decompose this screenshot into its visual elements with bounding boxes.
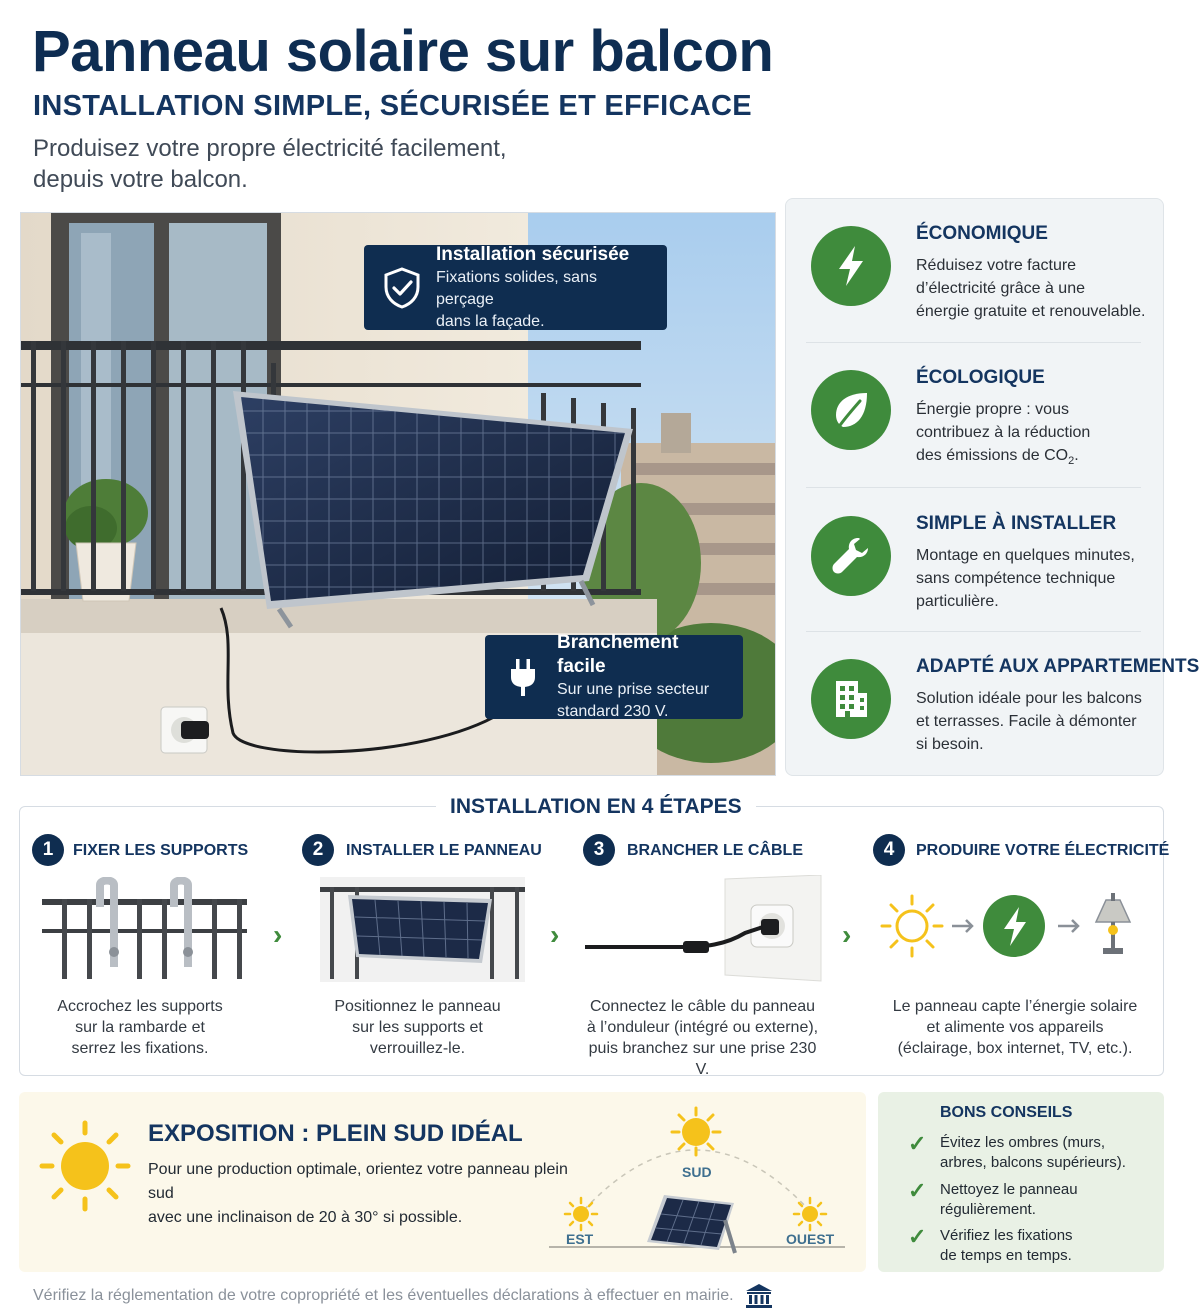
tip-line: régulièrement. <box>940 1201 1036 1218</box>
step-description <box>30 996 250 1059</box>
step-label: PRODUIRE VOTRE ÉLECTRICITÉ <box>916 842 1170 859</box>
cable-socket-illustration <box>585 875 825 983</box>
co2-subscript: 2 <box>1068 455 1075 468</box>
callout-title: Branchement facile <box>557 632 679 677</box>
tip-text <box>940 1226 1140 1266</box>
step-label: BRANCHER LE CÂBLE <box>627 842 803 859</box>
benefit-line <box>916 444 1152 473</box>
callout-easy-connection <box>485 632 743 720</box>
sun-icon <box>39 1120 131 1212</box>
callout-title: Installation sécurisée <box>436 243 630 265</box>
benefit-line: contribuez à la réduction <box>916 424 1091 441</box>
steps-title: INSTALLATION EN 4 ÉTAPES <box>436 795 756 819</box>
sun-energy-lamp-illustration <box>880 892 1145 962</box>
benefit-line: Montage en quelques minutes, <box>916 547 1135 564</box>
benefit-line: d’électricité grâce à une <box>916 280 1085 297</box>
tip-line: de temps en temps. <box>940 1247 1072 1264</box>
benefit-easy-install <box>786 489 1163 633</box>
step-line: Le panneau capte l’énergie solaire <box>892 998 1138 1015</box>
step-line: sur les supports et <box>352 1019 483 1036</box>
benefit-line: Solution idéale pour les balcons <box>916 690 1142 707</box>
step-number: 2 <box>302 834 334 866</box>
benefit-line: énergie gratuite et renouvelable. <box>916 303 1146 320</box>
wrench-icon <box>811 516 891 596</box>
intro-text <box>33 133 553 195</box>
step-line: verrouillez-le. <box>369 1040 466 1057</box>
benefit-title: ÉCONOMIQUE <box>916 223 1048 244</box>
tilted-panel-icon <box>647 1195 735 1253</box>
benefit-line-text: des émissions de CO <box>916 447 1069 464</box>
benefit-apartments <box>786 632 1199 776</box>
panel-on-railing-illustration <box>320 877 525 982</box>
benefit-title: SIMPLE À INSTALLER <box>916 513 1117 534</box>
chevron-right-icon: › <box>550 919 560 950</box>
divider <box>806 487 1141 488</box>
benefit-title: ADAPTÉ AUX APPARTEMENTS <box>916 656 1199 677</box>
benefit-line: sans compétence technique <box>916 570 1116 587</box>
step-number: 3 <box>583 834 615 866</box>
callout-text: Fixations solides, sans perçage <box>436 268 597 308</box>
benefits-panel <box>785 198 1199 776</box>
benefit-line: Réduisez votre facture <box>916 257 1077 274</box>
exposure-line: avec une inclinaison de 20 à 30° si possible. <box>148 1209 463 1226</box>
benefit-title: ÉCOLOGIQUE <box>916 367 1045 388</box>
tip-line: arbres, balcons supérieurs). <box>940 1154 1126 1171</box>
step-label: FIXER LES SUPPORTS <box>73 842 249 859</box>
step-line: Positionnez le panneau <box>334 998 501 1015</box>
leaf-icon <box>811 370 891 450</box>
chevron-right-icon: › <box>842 919 852 950</box>
page-title: Panneau solaire sur balcon <box>32 19 774 84</box>
callout-text: dans la façade. <box>436 312 545 330</box>
checkmark-icon: ✓ <box>908 1178 927 1203</box>
direction-south-label: SUD <box>682 1164 712 1180</box>
step-number: 1 <box>32 834 64 866</box>
exposure-line: Pour une production optimale, orientez votre panneau plein sud <box>148 1161 568 1202</box>
chevron-right-icon: › <box>273 919 283 950</box>
page-subtitle: INSTALLATION SIMPLE, SÉCURISÉE ET EFFICACE <box>33 90 752 122</box>
intro-line: depuis votre balcon. <box>33 166 248 193</box>
step-line: et alimente vos appareils <box>926 1019 1104 1036</box>
step-line: sur la rambarde et <box>75 1019 205 1036</box>
benefit-description <box>916 254 1152 323</box>
callout-text: Sur une prise secteur <box>557 681 710 698</box>
checkmark-icon: ✓ <box>908 1224 927 1249</box>
benefit-ecological <box>786 343 1163 487</box>
lightning-icon <box>811 226 891 306</box>
benefit-description <box>916 687 1152 756</box>
benefit-line: si besoin. <box>916 736 984 753</box>
step-description <box>580 996 825 1080</box>
benefit-description <box>916 544 1152 613</box>
callout-secure-installation <box>364 245 667 330</box>
step-number: 4 <box>873 834 905 866</box>
tip-line: Nettoyez le panneau <box>940 1181 1078 1198</box>
town-hall-icon <box>745 1283 773 1309</box>
exposure-text <box>148 1158 578 1230</box>
sun-west-icon <box>794 1198 826 1230</box>
direction-west-label: OUEST <box>786 1231 835 1247</box>
footer-note: Vérifiez la réglementation de votre copropriété et les éventuelles déclarations à effectuer en mairie. <box>33 1287 734 1304</box>
benefit-economic <box>786 199 1163 343</box>
step-line: (éclairage, box internet, TV, etc.). <box>897 1040 1133 1057</box>
benefit-line-suffix: . <box>1074 447 1079 464</box>
direction-east-label: EST <box>566 1231 594 1247</box>
tip-line: Vérifiez les fixations <box>940 1227 1073 1244</box>
benefit-line: particulière. <box>916 593 999 610</box>
checkmark-icon: ✓ <box>908 1131 927 1156</box>
step-description <box>880 996 1150 1059</box>
step-line: Accrochez les supports <box>57 998 223 1015</box>
step-line: Connectez le câble du panneau <box>589 998 816 1015</box>
exposure-title: EXPOSITION : PLEIN SUD IDÉAL <box>148 1120 523 1147</box>
benefit-line: Énergie propre : vous <box>916 401 1069 418</box>
support-brackets-illustration <box>42 877 247 982</box>
sun-south-icon <box>672 1108 720 1155</box>
step-label: INSTALLER LE PANNEAU <box>346 842 542 859</box>
step-line: serrez les fixations. <box>71 1040 209 1057</box>
building-icon <box>811 659 891 739</box>
tip-text <box>940 1133 1140 1173</box>
step-line: à l’onduleur (intégré ou externe), <box>586 1019 819 1036</box>
installation-steps <box>19 806 1170 1078</box>
intro-line: Produisez votre propre électricité facilement, <box>33 135 507 162</box>
tip-text <box>940 1180 1140 1220</box>
shield-check-icon <box>380 266 424 310</box>
step-line: puis branchez sur une prise 230 V. <box>588 1040 817 1078</box>
tips-title: BONS CONSEILS <box>940 1104 1073 1121</box>
tip-line: Évitez les ombres (murs, <box>940 1134 1106 1151</box>
benefit-description <box>916 398 1152 473</box>
callout-text: standard 230 V. <box>557 703 669 720</box>
plug-icon <box>501 655 545 699</box>
benefit-line: et terrasses. Facile à démonter <box>916 713 1137 730</box>
step-description <box>305 996 530 1059</box>
